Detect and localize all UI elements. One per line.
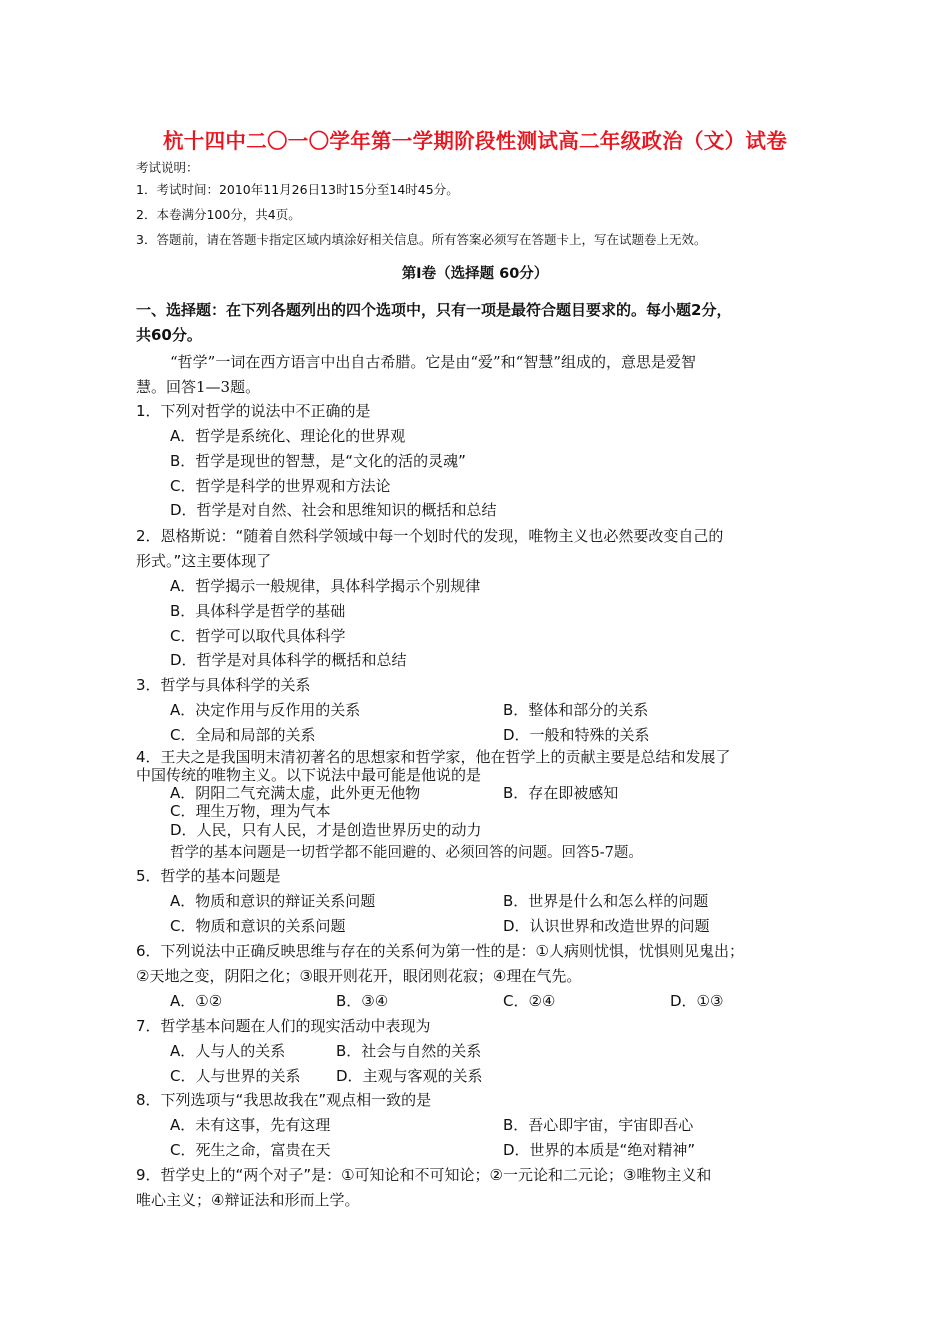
part-instructions-line-1: 一、选择题：在下列各题列出的四个选项中，只有一项是最符合题目要求的。每小题2分，	[136, 301, 732, 319]
question-5-stem: 5．哲学的基本问题是	[136, 867, 281, 885]
question-3-option-c: C．全局和局部的关系	[170, 726, 316, 744]
question-7-option-a: A．人与人的关系	[170, 1042, 286, 1060]
question-4-option-d: D．人民，只有人民，才是创造世界历史的动力	[170, 821, 482, 839]
part-instructions-line-2: 共60分。	[136, 326, 202, 344]
question-8-option-d: D．世界的本质是“绝对精神”	[503, 1141, 696, 1159]
question-4-stem-line-1: 4．王夫之是我国明末清初著名的思想家和哲学家，他在哲学上的贡献主要是总结和发展了	[136, 748, 731, 766]
question-3-option-b: B．整体和部分的关系	[503, 701, 649, 719]
question-7-option-d: D．主观与客观的关系	[336, 1067, 483, 1085]
question-7-stem: 7．哲学基本问题在人们的现实活动中表现为	[136, 1017, 431, 1035]
question-5-option-d: D．认识世界和改造世界的问题	[503, 917, 710, 935]
question-7-option-c: C．人与世界的关系	[170, 1067, 301, 1085]
question-5-option-a: A．物质和意识的辩证关系问题	[170, 892, 376, 910]
question-3-option-d: D．一般和特殊的关系	[503, 726, 650, 744]
question-6-option-d: D．①③	[670, 992, 724, 1010]
question-6-stem-line-1: 6．下列说法中正确反映思维与存在的关系何为第一性的是：①人病则忧惧，忧惧则见鬼出；	[136, 942, 744, 960]
question-3-stem: 3．哲学与具体科学的关系	[136, 676, 311, 694]
question-1-option-c: C．哲学是科学的世界观和方法论	[170, 477, 391, 495]
question-4-stem-line-2: 中国传统的唯物主义。以下说法中最可能是他说的是	[136, 766, 482, 784]
question-8-option-a: A．未有这事，先有这理	[170, 1116, 331, 1134]
question-1-stem: 1．下列对哲学的说法中不正确的是	[136, 402, 371, 420]
question-2-option-c: C．哲学可以取代具体科学	[170, 627, 346, 645]
question-5-option-b: B．世界是什么和怎么样的问题	[503, 892, 709, 910]
question-2-stem-line-2: 形式。”这主要体现了	[136, 552, 272, 570]
question-2-stem-line-1: 2．恩格斯说：“随着自然科学领域中每一个划时代的发现，唯物主义也必然要改变自己的	[136, 527, 724, 545]
passage-1-line-2: 慧。回答1—3题。	[136, 378, 261, 396]
question-9-stem-line-1: 9．哲学史上的“两个对子”是：①可知论和不可知论；②一元论和二元论；③唯物主义和	[136, 1166, 712, 1184]
question-8-stem: 8．下列选项与“我思故我在”观点相一致的是	[136, 1091, 432, 1109]
question-2-option-a: A．哲学揭示一般规律，具体科学揭示个别规律	[170, 577, 481, 595]
question-6-option-a: A．①②	[170, 992, 223, 1010]
question-4-option-b: B．存在即被感知	[503, 784, 619, 802]
question-2-option-d: D．哲学是对具体科学的概括和总结	[170, 651, 407, 669]
question-1-option-b: B．哲学是现世的智慧，是“文化的活的灵魂”	[170, 452, 466, 470]
question-4-option-c: C．理生万物，理为气本	[170, 802, 331, 820]
passage-2: 哲学的基本问题是一切哲学都不能回避的、必须回答的问题。回答5-7题。	[170, 845, 643, 861]
passage-1-line-1: “哲学”一词在西方语言中出自古希腊。它是由“爱”和“智慧”组成的，意思是爱智	[170, 353, 697, 371]
question-1-option-a: A．哲学是系统化、理论化的世界观	[170, 427, 406, 445]
question-6-option-c: C．②④	[503, 992, 556, 1010]
question-3-option-a: A．决定作用与反作用的关系	[170, 701, 361, 719]
question-6-stem-line-2: ②天地之变，阴阳之化；③眼开则花开，眼闭则花寂；④理在气先。	[136, 967, 582, 985]
question-8-option-c: C．死生之命，富贵在天	[170, 1141, 331, 1159]
instruction-3: 3．答题前，请在答题卡指定区域内填涂好相关信息。所有答案必须写在答题卡上，写在试题卷上无效。	[136, 232, 707, 247]
question-4-option-a: A．阴阳二气充满太虚，此外更无他物	[170, 784, 421, 802]
instructions-label: 考试说明：	[136, 160, 199, 175]
instruction-2: 2．本卷满分100分，共4页。	[136, 207, 301, 222]
section-heading: 第Ⅰ卷（选择题 60分）	[401, 266, 549, 282]
instruction-1: 1．考试时间：2010年11月26日13时15分至14时45分。	[136, 182, 459, 197]
question-1-option-d: D．哲学是对自然、社会和思维知识的概括和总结	[170, 501, 497, 519]
question-2-option-b: B．具体科学是哲学的基础	[170, 602, 346, 620]
question-7-option-b: B．社会与自然的关系	[336, 1042, 482, 1060]
question-5-option-c: C．物质和意识的关系问题	[170, 917, 346, 935]
question-8-option-b: B．吾心即宇宙，宇宙即吾心	[503, 1116, 694, 1134]
exam-title: 杭十四中二〇一〇学年第一学期阶段性测试高二年级政治（文）试卷	[163, 129, 787, 153]
question-6-option-b: B．③④	[336, 992, 389, 1010]
question-9-stem-line-2: 唯心主义；④辩证法和形而上学。	[136, 1191, 360, 1209]
